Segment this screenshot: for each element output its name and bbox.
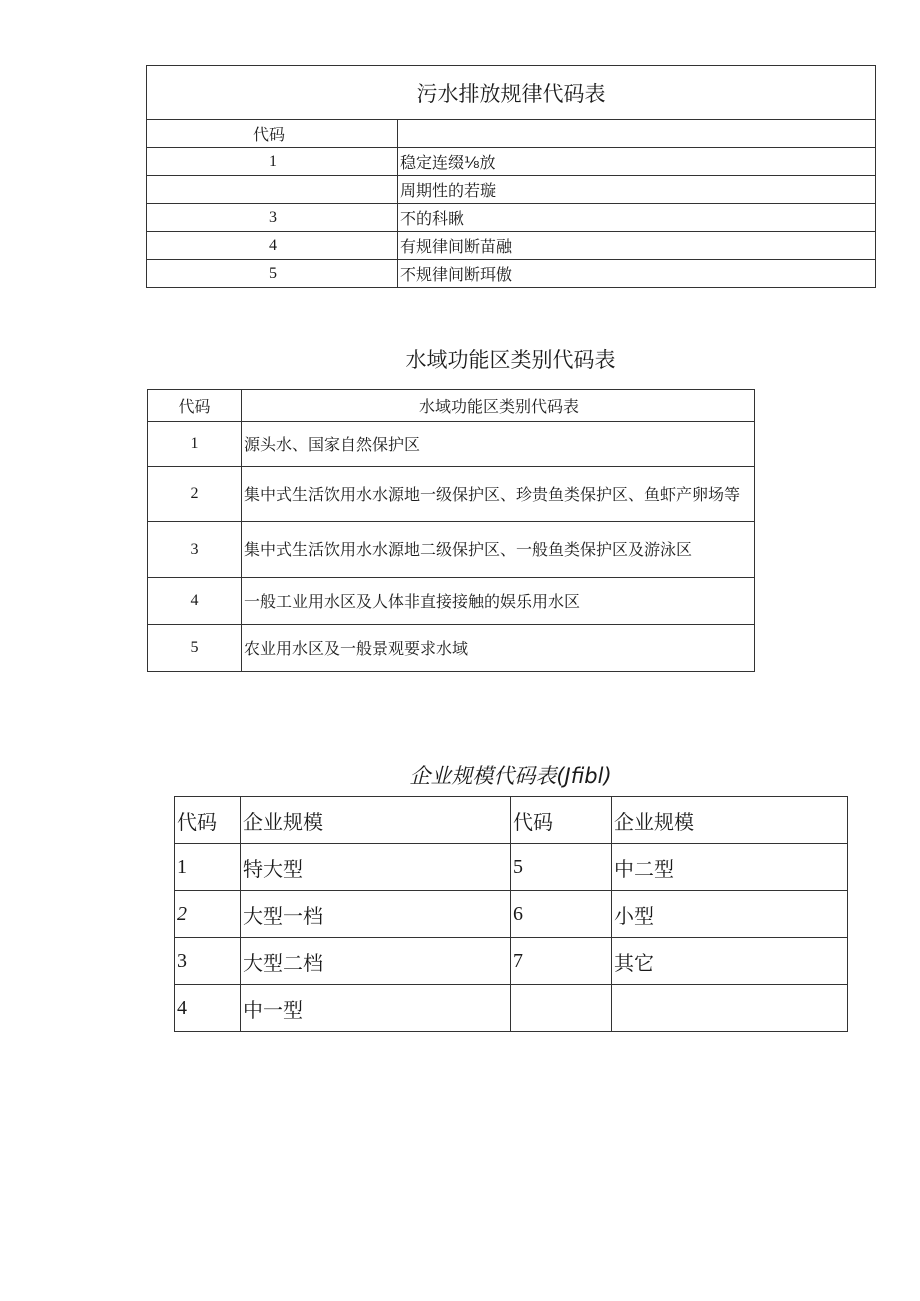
header-code: 代码 bbox=[148, 390, 242, 422]
table-row bbox=[148, 422, 755, 467]
header-code: 代码 bbox=[511, 797, 612, 844]
desc-cell: 集中式生活饮用水水源地二级保护区、一般鱼类保护区及游泳区 bbox=[242, 522, 755, 578]
scale-cell: 中一型 bbox=[241, 985, 511, 1032]
code-cell: 7 bbox=[511, 938, 612, 985]
scale-cell: 其它 bbox=[612, 938, 848, 985]
table-row bbox=[147, 204, 876, 232]
desc-cell: 稳定连缀⅛放 bbox=[398, 148, 876, 176]
table-row bbox=[147, 176, 876, 204]
desc-cell: 源头水、国家自然保护区 bbox=[242, 422, 755, 467]
code-cell: 5 bbox=[148, 625, 242, 672]
code-cell: 3 bbox=[148, 522, 242, 578]
desc-cell: 集中式生活饮用水水源地一级保护区、珍贵鱼类保护区、鱼虾产卵场等 bbox=[242, 467, 755, 522]
code-cell: 4 bbox=[148, 578, 242, 625]
table-row bbox=[175, 891, 848, 938]
code-cell: 1 bbox=[147, 148, 398, 176]
desc-cell: 不规律间断珥傲 bbox=[398, 260, 876, 288]
code-cell: 4 bbox=[147, 232, 398, 260]
desc-cell: 农业用水区及一般景观要求水域 bbox=[242, 625, 755, 672]
table-row bbox=[147, 232, 876, 260]
scale-cell: 大型一档 bbox=[241, 891, 511, 938]
desc-cell: 一般工业用水区及人体非直接接触的娱乐用水区 bbox=[242, 578, 755, 625]
enterprise-scale-table bbox=[174, 796, 848, 1032]
table-row bbox=[147, 260, 876, 288]
header-desc: 水域功能区类别代码表 bbox=[242, 390, 755, 422]
header-desc bbox=[398, 120, 876, 148]
header-scale: 企业规模 bbox=[241, 797, 511, 844]
code-cell bbox=[511, 985, 612, 1032]
code-cell: 6 bbox=[511, 891, 612, 938]
header-scale: 企业规模 bbox=[612, 797, 848, 844]
header-code: 代码 bbox=[175, 797, 241, 844]
discharge-table-title: 污水排放规律代码表 bbox=[147, 66, 876, 120]
scale-cell: 小型 bbox=[612, 891, 848, 938]
water-function-table bbox=[147, 389, 755, 672]
table-header-row bbox=[148, 390, 755, 422]
scale-cell: 特大型 bbox=[241, 844, 511, 891]
code-cell: 2 bbox=[175, 891, 241, 938]
water-function-table-title: 水域功能区类别代码表 bbox=[405, 348, 616, 372]
scale-cell bbox=[612, 985, 848, 1032]
enterprise-scale-table-title: 企业规模代码表(Jfibl) bbox=[409, 764, 612, 788]
table-row bbox=[148, 625, 755, 672]
table-header-row bbox=[147, 120, 876, 148]
table-row bbox=[148, 578, 755, 625]
scale-cell: 中二型 bbox=[612, 844, 848, 891]
table-row bbox=[175, 844, 848, 891]
code-cell: 1 bbox=[175, 844, 241, 891]
table-header-row bbox=[175, 797, 848, 844]
table-row bbox=[147, 148, 876, 176]
code-cell: 5 bbox=[511, 844, 612, 891]
desc-cell: 周期性的若璇 bbox=[398, 176, 876, 204]
header-code: 代码 bbox=[147, 120, 398, 148]
code-cell: 3 bbox=[147, 204, 398, 232]
code-cell: 4 bbox=[175, 985, 241, 1032]
table-row bbox=[175, 938, 848, 985]
table-row bbox=[175, 985, 848, 1032]
table-row bbox=[148, 522, 755, 578]
discharge-pattern-table bbox=[146, 65, 876, 288]
desc-cell: 有规律间断苗融 bbox=[398, 232, 876, 260]
code-cell bbox=[147, 176, 398, 204]
code-cell: 5 bbox=[147, 260, 398, 288]
code-cell: 2 bbox=[148, 467, 242, 522]
desc-cell: 不的科瞅 bbox=[398, 204, 876, 232]
code-cell: 1 bbox=[148, 422, 242, 467]
code-cell: 3 bbox=[175, 938, 241, 985]
scale-cell: 大型二档 bbox=[241, 938, 511, 985]
table-row bbox=[148, 467, 755, 522]
